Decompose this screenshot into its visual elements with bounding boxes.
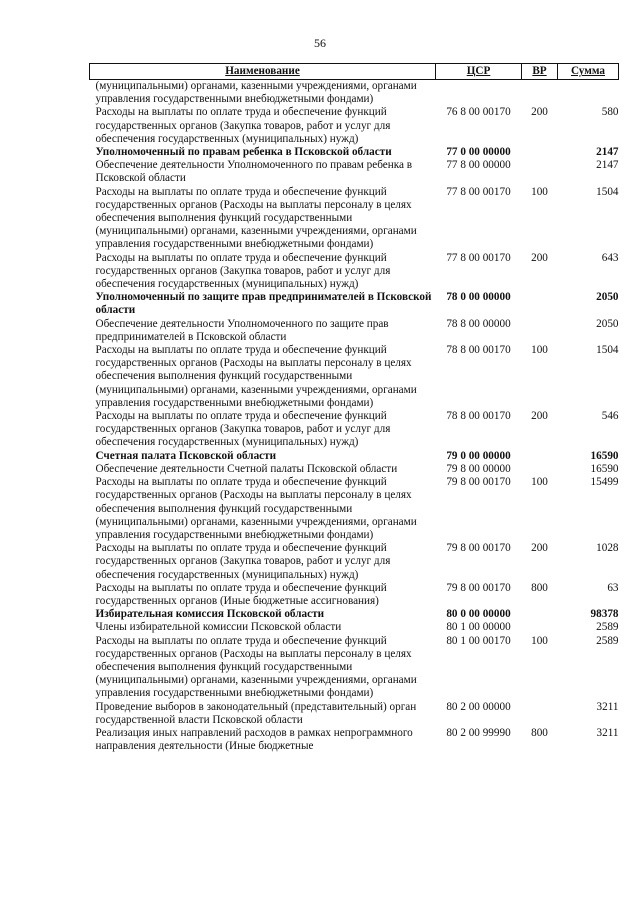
row-name-cell: Расходы на выплаты по оплате труда и обеспечение функций государственных органов (Закупка товаров, работ и услуг для обеспечения государственных (муниципальных) нужд) — [95, 106, 391, 145]
table-row — [90, 146, 619, 159]
table-row — [90, 476, 619, 542]
row-name-cell: Уполномоченный по защите прав предпринимателей в Псковской области — [95, 291, 432, 317]
row-name-cell: Реализация иных направлений расходов в рамках непрограммного направления деятельности (Иные бюджетные — [95, 726, 413, 753]
table-row — [90, 106, 619, 146]
row-name-cell: Расходы на выплаты по оплате труда и обеспечение функций государственных органов (Расходы на выплаты персоналу в целях обеспечения выполнения функций государственными (муниципальными) органами, казенными учреждениями, органами управления государственными внебюджетными фондами) — [95, 344, 417, 409]
row-sum-cell: 2589 — [596, 634, 619, 647]
row-vr-cell: 200 — [531, 106, 548, 119]
row-vr-cell — [522, 463, 558, 476]
row-vr-cell: 200 — [531, 542, 548, 555]
row-sum-cell: 546 — [601, 410, 619, 423]
row-csr-cell: 77 8 00 00000 — [446, 159, 511, 172]
row-csr-cell: 76 8 00 00170 — [446, 106, 511, 119]
budget-table — [89, 63, 619, 753]
table-row — [90, 344, 619, 410]
table-row — [90, 701, 619, 727]
row-sum-cell: 3211 — [596, 700, 619, 713]
row-csr-cell: 77 8 00 00170 — [446, 185, 511, 198]
row-sum-cell: 2050 — [596, 317, 619, 330]
row-csr-cell: 80 2 00 99990 — [446, 726, 511, 739]
row-vr-cell: 800 — [531, 726, 548, 739]
row-sum-cell: 2147 — [596, 146, 619, 159]
table-header-row — [90, 64, 619, 80]
row-vr-cell — [522, 608, 558, 621]
row-sum-cell: 2589 — [596, 621, 619, 634]
row-name-cell: Расходы на выплаты по оплате труда и обеспечение функций государственных органов (Закупка товаров, работ и услуг для обеспечения государственных (муниципальных) нужд) — [95, 410, 391, 449]
row-sum-cell: 15499 — [590, 476, 619, 489]
table-row — [90, 463, 619, 476]
row-sum-cell: 16590 — [590, 462, 619, 475]
row-sum-cell: 1504 — [596, 344, 619, 357]
row-sum-cell: 2147 — [596, 159, 619, 172]
row-sum-cell: 643 — [601, 251, 619, 264]
row-vr-cell — [522, 291, 558, 317]
page-number: 56 — [314, 36, 326, 50]
row-vr-cell — [522, 146, 558, 159]
row-name-cell: Члены избирательной комиссии Псковской области — [95, 621, 342, 634]
row-vr-cell: 200 — [531, 410, 548, 423]
row-vr-cell: 100 — [531, 185, 548, 198]
row-vr-cell — [522, 621, 558, 634]
row-sum-cell: 1504 — [596, 185, 619, 198]
row-sum-cell: 63 — [607, 581, 619, 594]
row-csr-cell: 79 0 00 00000 — [446, 449, 511, 462]
header-vr: ВР — [522, 64, 558, 80]
row-vr-cell — [522, 701, 558, 727]
row-csr-cell: 78 8 00 00170 — [446, 344, 511, 357]
row-csr-cell: 79 8 00 00170 — [446, 542, 511, 555]
row-vr-cell — [522, 318, 558, 344]
row-name-cell: Избирательная комиссия Псковской области — [95, 608, 325, 621]
table-row — [90, 582, 619, 608]
row-vr-cell: 100 — [531, 476, 548, 489]
table-row — [90, 727, 619, 753]
row-csr-cell: 78 8 00 00170 — [446, 410, 511, 423]
budget-table-container — [89, 63, 618, 753]
row-sum-cell: 580 — [601, 106, 619, 119]
table-row — [90, 186, 619, 252]
row-vr-cell: 200 — [531, 251, 548, 264]
table-row — [90, 608, 619, 621]
table-row — [90, 450, 619, 463]
row-csr-cell: 79 8 00 00000 — [446, 462, 511, 475]
row-sum-cell: 16590 — [590, 449, 619, 462]
header-csr: ЦСР — [436, 64, 522, 80]
row-csr-cell: 79 8 00 00170 — [446, 581, 511, 594]
row-csr-cell: 80 0 00 00000 — [446, 608, 511, 621]
header-name: Наименование — [90, 64, 436, 80]
table-row — [90, 291, 619, 317]
row-name-cell: Расходы на выплаты по оплате труда и обеспечение функций государственных органов (Закупка товаров, работ и услуг для обеспечения государственных (муниципальных) нужд) — [95, 251, 391, 291]
row-name-cell: Счетная палата Псковской области — [95, 449, 277, 462]
table-row — [90, 80, 619, 107]
row-name-cell: (муниципальными) органами, казенными учреждениями, органами управления государственными внебюджетными фондами) — [95, 80, 417, 106]
table-row — [90, 159, 619, 185]
row-vr-cell — [522, 450, 558, 463]
row-sum-cell: 98378 — [590, 608, 619, 621]
table-row — [90, 621, 619, 634]
row-name-cell: Уполномоченный по правам ребенка в Псковской области — [95, 146, 392, 159]
row-name-cell: Обеспечение деятельности Уполномоченного по защите прав предпринимателей в Псковской области — [95, 317, 389, 343]
row-csr-cell: 80 2 00 00000 — [446, 700, 511, 713]
row-sum-cell: 2050 — [596, 291, 619, 304]
row-csr-cell: 78 0 00 00000 — [446, 291, 511, 304]
row-vr-cell: 100 — [531, 344, 548, 357]
row-sum-cell: 1028 — [596, 542, 619, 555]
row-vr-cell: 800 — [531, 581, 548, 594]
row-name-cell: Обеспечение деятельности Уполномоченного по правам ребенка в Псковской области — [95, 159, 413, 185]
row-csr-cell: 80 1 00 00000 — [446, 621, 511, 634]
row-name-cell: Проведение выборов в законодательный (представительный) орган государственной власти Псковской области — [95, 700, 417, 726]
row-csr-cell: 79 8 00 00170 — [446, 476, 511, 489]
row-csr-cell: 78 8 00 00000 — [446, 317, 511, 330]
row-sum-cell — [558, 80, 619, 107]
row-name-cell: Расходы на выплаты по оплате труда и обеспечение функций государственных органов (Закупка товаров, работ и услуг для обеспечения государственных (муниципальных) нужд) — [95, 542, 391, 581]
table-row — [90, 410, 619, 450]
row-sum-cell: 3211 — [596, 726, 619, 739]
row-csr-cell: 77 8 00 00170 — [446, 251, 511, 264]
row-csr-cell: 77 0 00 00000 — [446, 146, 511, 159]
row-name-cell: Расходы на выплаты по оплате труда и обеспечение функций государственных органов (Расходы на выплаты персоналу в целях обеспечения выполнения функций государственными (муниципальными) органами, казенными учреждениями, органами управления государственными внебюджетными фондами) — [95, 185, 417, 251]
row-csr-cell: 80 1 00 00170 — [446, 634, 511, 647]
table-row — [90, 318, 619, 344]
row-vr-cell — [522, 159, 558, 185]
table-row — [90, 635, 619, 701]
row-name-cell: Расходы на выплаты по оплате труда и обеспечение функций государственных органов (Расходы на выплаты персоналу в целях обеспечения выполнения функций государственными (муниципальными) органами, казенными учреждениями, органами управления государственными внебюджетными фондами) — [95, 476, 417, 541]
row-name-cell: Обеспечение деятельности Счетной палаты Псковской области — [95, 462, 398, 475]
header-sum: Сумма — [558, 64, 619, 80]
row-vr-cell — [522, 80, 558, 107]
row-csr-cell — [436, 80, 522, 107]
table-row — [90, 252, 619, 292]
row-name-cell: Расходы на выплаты по оплате труда и обеспечение функций государственных органов (Расходы на выплаты персоналу в целях обеспечения выполнения функций государственными (муниципальными) органами, казенными учреждениями, органами управления государственными внебюджетными фондами) — [95, 634, 417, 700]
row-name-cell: Расходы на выплаты по оплате труда и обеспечение функций государственных органов (Иные бюджетные ассигнования) — [95, 581, 387, 607]
table-row — [90, 542, 619, 582]
row-vr-cell: 100 — [531, 634, 548, 647]
